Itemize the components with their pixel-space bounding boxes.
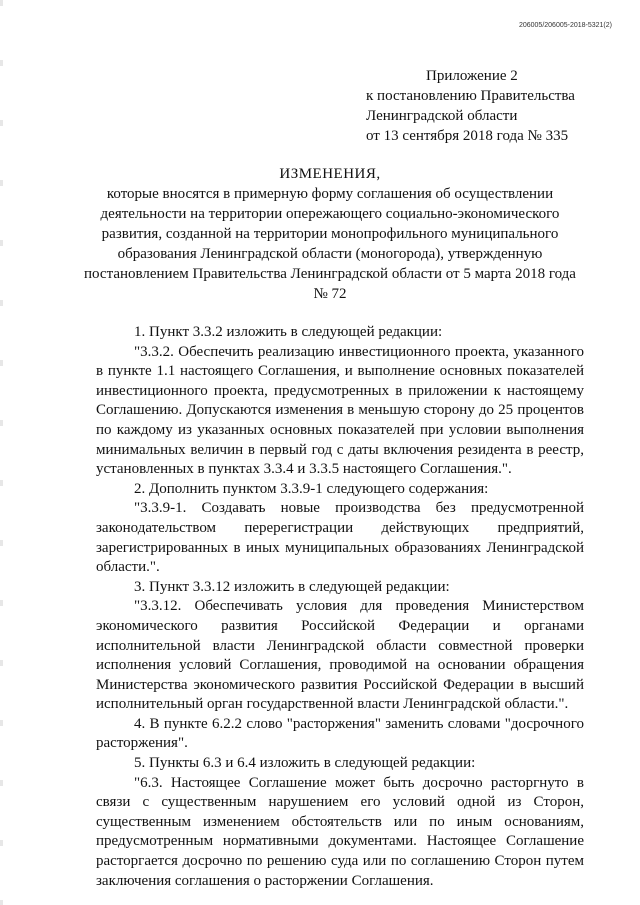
annex-line-2: к постановлению Правительства xyxy=(366,88,575,104)
document-body xyxy=(96,323,584,891)
paragraph-2: "3.3.2. Обеспечить реализацию инвестиционного проекта, указанного в пункте 1.1 настоящего Соглашения, и выполнение основных показателей инвестиционного проекта, предусмотренных в приложении к настоящему Соглашению. Допускаются изменения в меньшую сторону до 25 процентов по каждому из указанных основных показателей при условии выполнения минимальных величин в первый год с даты включения резидента в реестр, установленных в пунктах 3.3.4 и 3.3.5 настоящего Соглашения.". xyxy=(96,343,584,478)
paragraph-5: 3. Пункт 3.3.12 изложить в следующей редакции: xyxy=(134,578,450,595)
paragraph-1: 1. Пункт 3.3.2 изложить в следующей редакции: xyxy=(134,324,443,340)
document-code: 206005/206005-2018-5321(2) xyxy=(518,22,612,29)
annex-line-1: Приложение 2 xyxy=(426,68,518,84)
paragraph-4: "3.3.9-1. Создавать новые производства без предусмотренной законодательством перерегистрации действующих предприятий, зарегистрированных в иных муниципальных образованиях Ленинградской области.". xyxy=(96,500,584,576)
annex-line-4: от 13 сентября 2018 года № 335 xyxy=(366,128,569,144)
paragraph-6: "3.3.12. Обеспечивать условия для проведения Министерством экономического развития Российской Федерации и органами исполнительной власти Ленинградской области совместной проверки исполнения условий Соглашения, проводимой на основании обращения Министерства экономического развития Российской Федерации в высший исполнительный орган государственной власти Ленинградской области.". xyxy=(96,598,584,713)
scan-edge xyxy=(0,0,3,905)
annex-header xyxy=(366,66,575,146)
document-title xyxy=(80,164,580,304)
paragraph-7: 4. В пункте 6.2.2 слово "расторжения" заменить словами "досрочного расторжения". xyxy=(96,715,584,752)
paragraph-8: 5. Пункты 6.3 и 6.4 изложить в следующей редакции: xyxy=(134,755,476,772)
annex-line-3: Ленинградской области xyxy=(366,108,518,124)
paragraph-3: 2. Дополнить пунктом 3.3.9-1 следующего содержания: xyxy=(134,480,489,497)
paragraph-9: "6.3. Настоящее Соглашение может быть досрочно расторгнуто в связи с существенным нарушением его условий одной из Сторон, существенным изменением обстоятельств или по иным основаниям, предусмотренным нормативными документами. Настоящее Соглашение расторгается досрочно по решению суда или по соглашению Сторон путем заключения соглашения о расторжении Соглашения. xyxy=(96,774,584,889)
title-heading: ИЗМЕНЕНИЯ, xyxy=(279,166,381,182)
title-text: которые вносятся в примерную форму соглашения об осуществлении деятельности на территории опережающего социально-экономического развития, созданной на территории монопрофильного муниципального образования Ленинградской области (моногорода), утвержденную постановлением Правительства Ленинградской области от 5 марта 2018 года № 72 xyxy=(84,186,576,302)
